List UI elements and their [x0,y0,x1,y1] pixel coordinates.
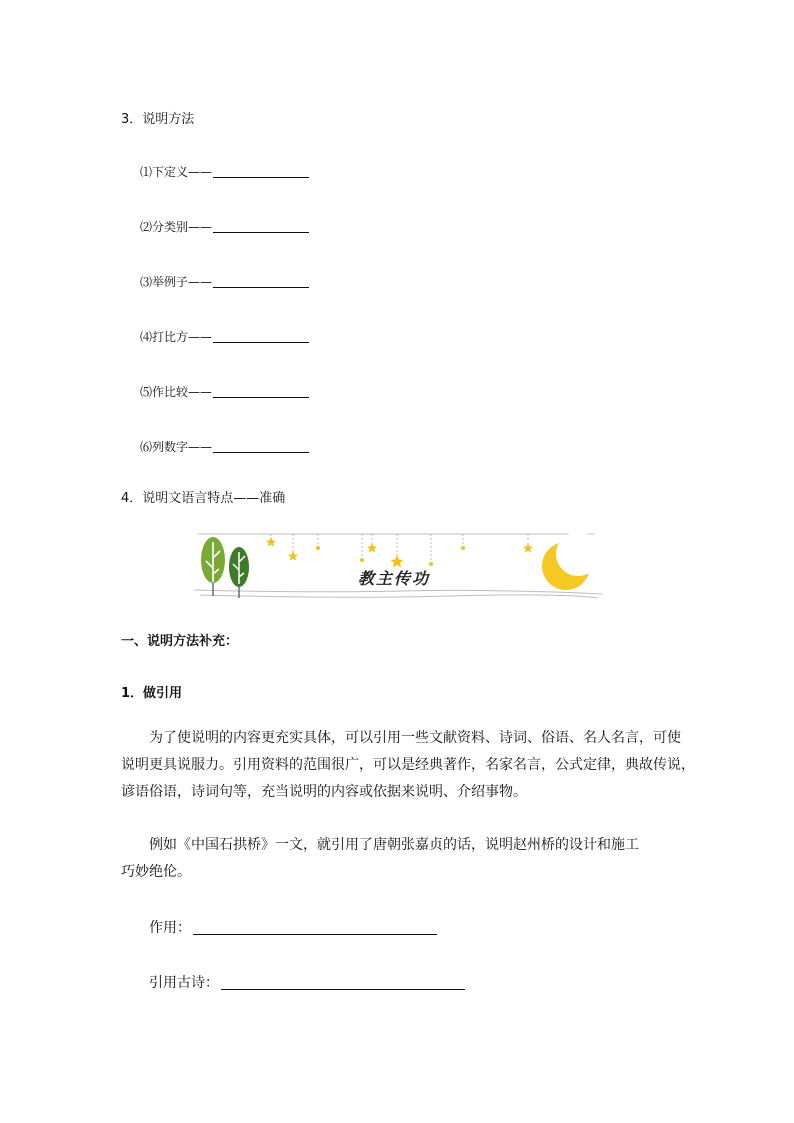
method-example [140,273,309,290]
blank-line[interactable] [213,341,309,343]
banner [192,524,604,604]
method-label: ⑵分类别—— [140,220,213,234]
effect-label: 作用： [149,920,191,936]
method-analogy [140,328,309,345]
paragraph-line: 为了使说明的内容更充实具体，可以引用一些文献资料、诗词、俗语、名人名言，可使 [149,730,681,746]
method-label: ⑶举例子—— [140,275,213,289]
blank-line[interactable] [221,988,465,990]
blank-line[interactable] [213,286,309,288]
blank-line[interactable] [213,231,309,233]
paragraph-line: 谚语俗语，诗词句等，充当说明的内容或依据来说明、介绍事物。 [121,784,527,800]
supplement-title: 一、说明方法补充： [121,634,239,649]
method-classification [140,218,309,235]
paragraph-line: 巧妙绝伦。 [121,864,191,880]
method-label: ⑴下定义—— [140,165,213,179]
section-3-title: 3．说明方法 [121,112,195,127]
blank-line[interactable] [213,176,309,178]
blank-line[interactable] [213,451,309,453]
section-4-title: 4．说明文语言特点——准确 [121,491,286,506]
star-icons [266,537,533,568]
citation-paragraph-2 [121,832,639,886]
method-label: ⑸作比较—— [140,385,213,399]
blank-line[interactable] [193,933,437,935]
method-definition [140,163,309,180]
moon-icon [542,532,600,590]
method-label: ⑹列数字—— [140,440,213,454]
citation-paragraph-1 [121,725,695,806]
method-label: ⑷打比方—— [140,330,213,344]
tree-icons [201,537,249,598]
citation-subtitle: 1．做引用 [121,686,183,701]
poem-label: 引用古诗： [149,975,219,991]
paragraph-line: 例如《中国石拱桥》一文，就引用了唐朝张嘉贞的话，说明赵州桥的设计和施工 [149,837,639,853]
banner-illustration [192,524,604,604]
effect-answer [149,917,437,937]
method-numbers [140,438,309,455]
poem-answer [149,972,465,992]
method-comparison [140,383,309,400]
paragraph-line: 说明更具说服力。引用资料的范围很广，可以是经典著作，名家名言，公式定律，典故传说， [121,757,695,773]
blank-line[interactable] [213,396,309,398]
banner-title: 教主传功 [358,569,431,588]
